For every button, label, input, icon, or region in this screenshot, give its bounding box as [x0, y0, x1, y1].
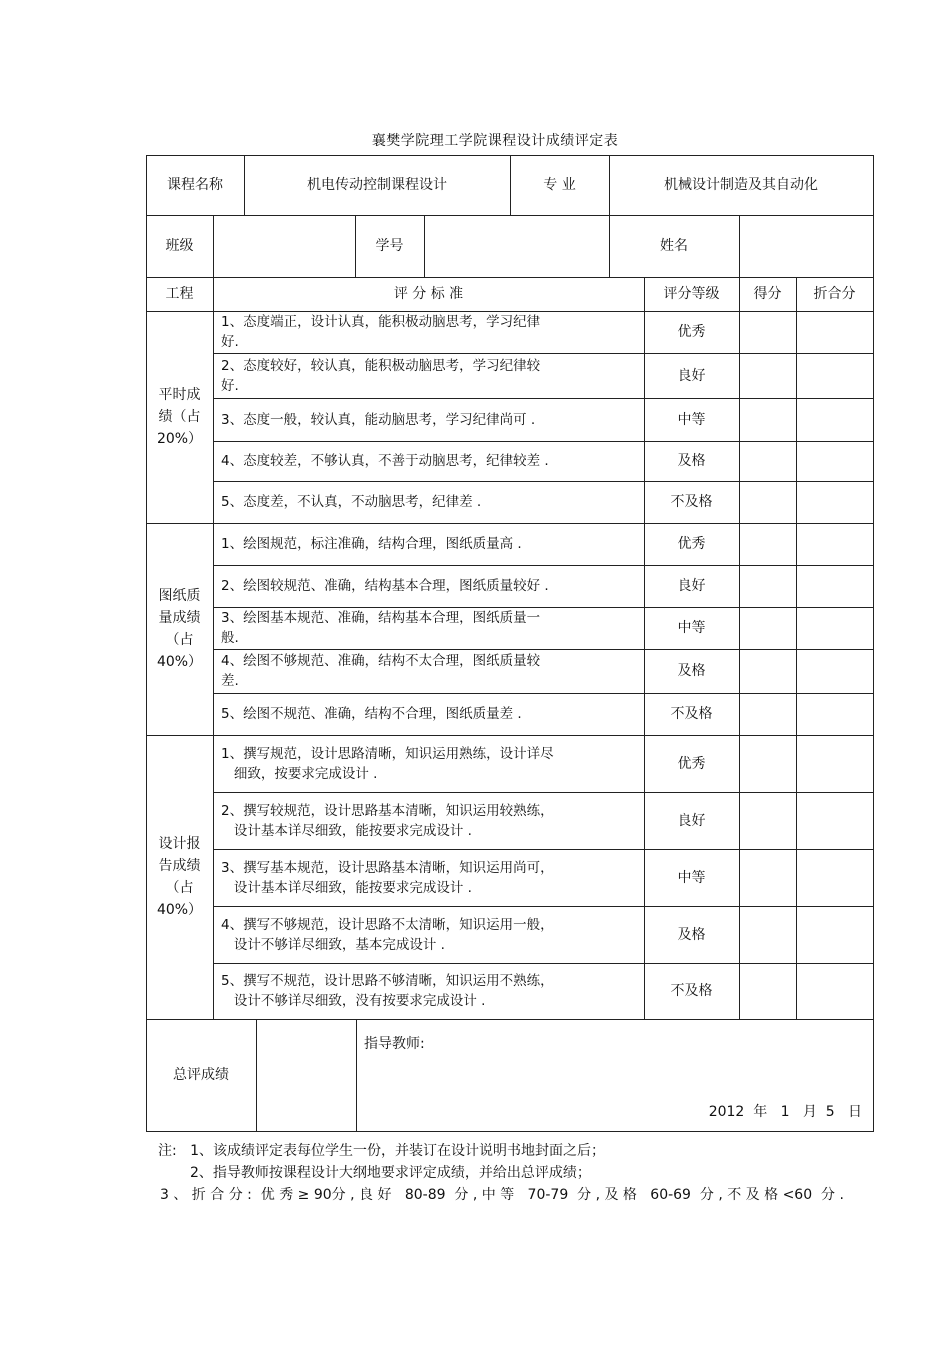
course-name-value: 机电传动控制课程设计 — [307, 177, 447, 193]
score-field[interactable] — [739, 963, 796, 1019]
criteria-line: 5、态度差，不认真，不动脑思考，纪律差 . — [221, 494, 482, 510]
weighted-score-field[interactable] — [796, 849, 873, 906]
weighted-score-field[interactable] — [796, 481, 873, 523]
criteria-line: 1、绘图规范，标注准确，结构合理，图纸质量高 . — [221, 536, 522, 552]
weighted-score-field[interactable] — [796, 607, 873, 649]
grade-level: 优秀 — [677, 324, 706, 340]
criteria-line: 差. — [221, 673, 239, 689]
major-value: 机械设计制造及其自动化 — [664, 177, 818, 193]
score-field[interactable] — [739, 311, 796, 353]
note-2: 2、指导教师按课程设计大纲地要求评定成绩，并给出总评成绩； — [190, 1165, 591, 1181]
table-border-bottom — [146, 1131, 874, 1132]
criteria-text — [221, 410, 535, 430]
score-field[interactable] — [739, 906, 796, 963]
criteria-line: 4、绘图不够规范、准确，结构不太合理，图纸质量较 — [221, 653, 541, 669]
criteria-text — [221, 312, 540, 352]
weighted-score-field[interactable] — [796, 963, 873, 1019]
total-grade-label: 总评成绩 — [173, 1067, 229, 1083]
category-line: 平时成 — [158, 387, 201, 403]
category-line: 量成绩 — [158, 610, 201, 626]
weighted-score-field[interactable] — [796, 398, 873, 441]
name-field[interactable] — [739, 215, 873, 277]
category-line: 设计报 — [158, 836, 201, 852]
table-rule — [356, 1019, 357, 1131]
column-grade: 评分等级 — [663, 286, 720, 302]
criteria-line: 设计不够详尽细致，没有按要求完成设计 . — [221, 993, 486, 1009]
grade-level: 中等 — [677, 411, 706, 428]
criteria-text — [221, 915, 554, 955]
score-field[interactable] — [739, 735, 796, 792]
column-item: 工程 — [165, 286, 194, 302]
weighted-score-field[interactable] — [796, 693, 873, 735]
note-3: 3 、 折 合 分 : 优 秀 ≥ 90分 , 良 好 80-89 分 , 中 等 70-79 分 , 及 格 60-69 分 , 不 及 格 <60 分 . — [160, 1187, 844, 1203]
criteria-text — [221, 608, 540, 648]
criteria-line: 1、态度端正，设计认真，能积极动脑思考，学习纪律 — [221, 314, 541, 330]
note-1: 注: 1、该成绩评定表每位学生一份，并装订在设计说明书地封面之后； — [158, 1143, 605, 1159]
criteria-text — [221, 576, 549, 596]
criteria-line: 5、撰写不规范，设计思路不够清晰，知识运用不熟练， — [221, 973, 554, 989]
score-field[interactable] — [739, 441, 796, 481]
weighted-score-field[interactable] — [796, 565, 873, 607]
grade-level: 及格 — [677, 453, 706, 469]
score-field[interactable] — [739, 523, 796, 565]
grade-level: 优秀 — [677, 755, 706, 772]
section-category-label — [146, 833, 213, 921]
grade-level: 优秀 — [677, 536, 706, 552]
section-category-label — [146, 384, 213, 450]
criteria-text — [221, 971, 554, 1011]
criteria-line: 好. — [221, 377, 239, 394]
table-border-right — [873, 155, 874, 1132]
category-line: 告成绩 — [158, 858, 201, 874]
category-line: 20%） — [156, 431, 203, 447]
criteria-line: 2、绘图较规范、准确，结构基本合理，图纸质量较好 . — [221, 578, 549, 594]
criteria-line: 般. — [221, 630, 239, 646]
category-line: 40%） — [156, 654, 203, 670]
form-title: 襄樊学院理工学院课程设计成绩评定表 — [371, 133, 619, 149]
class-label: 班级 — [165, 238, 194, 254]
total-grade-field[interactable] — [256, 1019, 356, 1131]
criteria-line: 2、撰写较规范，设计思路基本清晰，知识运用较熟练， — [221, 802, 554, 819]
grade-level: 不及格 — [670, 494, 713, 510]
grade-level: 良好 — [677, 578, 706, 594]
criteria-line: 好. — [221, 334, 239, 350]
criteria-line: 设计基本详尽细致，能按要求完成设计 . — [221, 822, 472, 839]
grade-level: 及格 — [677, 926, 706, 943]
category-line: 40%） — [156, 902, 203, 918]
criteria-line: 3、态度一般，较认真，能动脑思考，学习纪律尚可 . — [221, 411, 536, 428]
grade-level: 良好 — [677, 367, 706, 384]
major-label: 专 业 — [543, 177, 576, 193]
score-field[interactable] — [739, 693, 796, 735]
score-field[interactable] — [739, 649, 796, 693]
criteria-text — [221, 858, 554, 898]
weighted-score-field[interactable] — [796, 792, 873, 849]
category-line: （占 — [165, 632, 194, 648]
score-field[interactable] — [739, 849, 796, 906]
column-weighted: 折合分 — [813, 286, 856, 302]
criteria-text — [221, 801, 554, 841]
grade-level: 良好 — [677, 812, 706, 829]
criteria-text — [221, 651, 540, 691]
evaluation-date: 2012 年 1 月 5 日 — [708, 1104, 862, 1120]
criteria-text — [221, 492, 481, 512]
category-line: 绩（占 — [158, 409, 201, 425]
student-id-label: 学号 — [375, 238, 404, 254]
section-category-label — [146, 585, 213, 673]
criteria-line: 4、态度较差，不够认真，不善于动脑思考，纪律较差 . — [221, 453, 549, 469]
class-field[interactable] — [213, 215, 355, 277]
category-line: 图纸质 — [158, 588, 201, 604]
student-id-field[interactable] — [424, 215, 609, 277]
criteria-text — [221, 451, 549, 471]
score-field[interactable] — [739, 607, 796, 649]
course-name-label: 课程名称 — [167, 177, 223, 193]
criteria-line: 3、绘图基本规范、准确，结构基本合理，图纸质量一 — [221, 610, 541, 626]
criteria-line: 1、撰写规范，设计思路清晰，知识运用熟练，设计详尽 — [221, 745, 554, 762]
column-score: 得分 — [753, 286, 782, 302]
criteria-line: 细致，按要求完成设计 . — [221, 765, 378, 782]
table-rule — [213, 277, 214, 1019]
criteria-line: 设计基本详尽细致，能按要求完成设计 . — [221, 879, 472, 896]
teacher-label: 指导教师: — [364, 1036, 425, 1052]
criteria-line: 2、态度较好，较认真，能积极动脑思考，学习纪律较 — [221, 357, 541, 374]
weighted-score-field[interactable] — [796, 353, 873, 398]
weighted-score-field[interactable] — [796, 906, 873, 963]
score-field[interactable] — [739, 565, 796, 607]
criteria-line: 5、绘图不规范、准确，结构不合理，图纸质量差 . — [221, 706, 522, 722]
criteria-text — [221, 534, 522, 554]
grade-level: 不及格 — [670, 706, 713, 722]
weighted-score-field[interactable] — [796, 735, 873, 792]
criteria-text — [221, 356, 540, 396]
grade-level: 及格 — [677, 663, 706, 679]
weighted-score-field[interactable] — [796, 649, 873, 693]
criteria-text — [221, 704, 522, 724]
name-label: 姓名 — [660, 238, 688, 254]
weighted-score-field[interactable] — [796, 523, 873, 565]
grade-level: 不及格 — [670, 983, 713, 999]
score-field[interactable] — [739, 792, 796, 849]
criteria-line: 4、撰写不够规范，设计思路不太清晰，知识运用一般， — [221, 916, 554, 933]
weighted-score-field[interactable] — [796, 311, 873, 353]
grade-level: 中等 — [677, 620, 706, 636]
column-criteria: 评 分 标 准 — [393, 286, 464, 302]
criteria-line: 3、撰写基本规范，设计思路基本清晰，知识运用尚可， — [221, 859, 554, 876]
criteria-text — [221, 744, 554, 784]
score-field[interactable] — [739, 398, 796, 441]
grade-level: 中等 — [677, 869, 706, 886]
weighted-score-field[interactable] — [796, 441, 873, 481]
category-line: （占 — [165, 880, 194, 896]
criteria-line: 设计不够详尽细致，基本完成设计 . — [221, 936, 445, 953]
score-field[interactable] — [739, 353, 796, 398]
score-field[interactable] — [739, 481, 796, 523]
